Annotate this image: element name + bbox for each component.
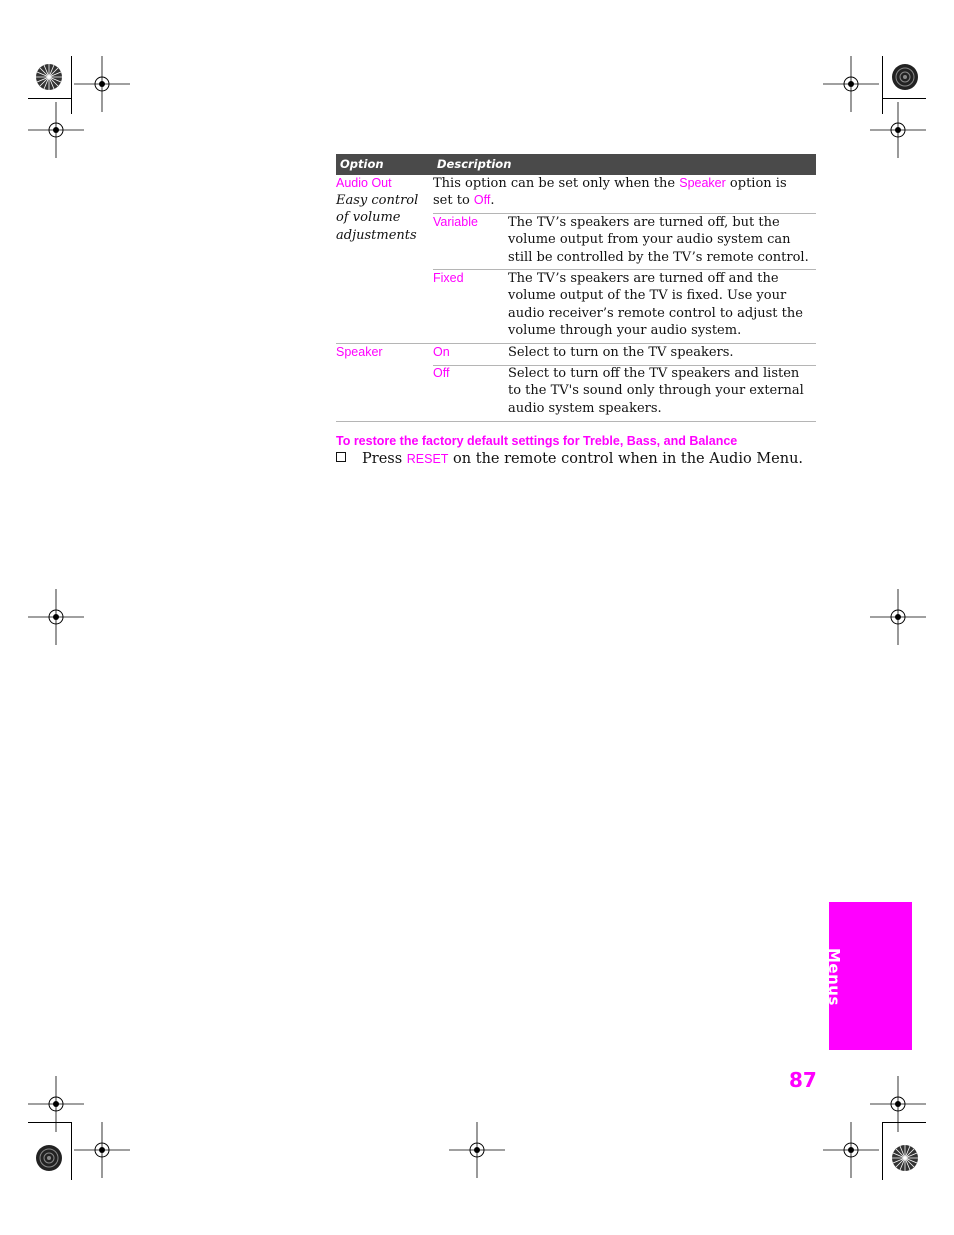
intro-text-3: . xyxy=(490,193,495,209)
reset-key: RESET xyxy=(406,452,449,466)
color-rosette-icon xyxy=(891,63,919,91)
step-text-1: Press xyxy=(362,451,407,467)
setting-desc-on: Select to turn on the TV speakers. xyxy=(508,345,734,360)
color-rosette-icon xyxy=(35,1144,63,1172)
option-audio-out: Audio Out xyxy=(336,176,392,190)
step-text-2: on the remote control when in the Audio Menu. xyxy=(448,451,804,467)
option-audio-out-subtitle: Easy control of volume adjustments xyxy=(336,193,419,243)
section-tab xyxy=(825,902,912,1050)
registration-mark-icon xyxy=(449,1122,505,1178)
procedure-step xyxy=(336,451,803,467)
registration-mark-icon xyxy=(870,589,926,645)
registration-mark-icon xyxy=(28,589,84,645)
setting-label-on: On xyxy=(433,345,450,359)
options-table xyxy=(336,154,816,175)
procedure-heading: To restore the factory default settings for Treble, Bass, and Balance xyxy=(336,434,738,448)
intro-off-value: Off xyxy=(473,193,491,208)
crop-mark xyxy=(28,98,72,99)
setting-desc-off: Select to turn off the TV speakers and listen to the TV's sound only through your external audio system speakers. xyxy=(508,366,804,416)
page-number: 87 xyxy=(789,1068,817,1092)
registration-mark-icon xyxy=(823,1122,879,1178)
setting-label-variable: Variable xyxy=(433,215,478,229)
option-speaker: Speaker xyxy=(336,345,383,359)
setting-label-off: Off xyxy=(433,366,450,380)
crop-mark xyxy=(71,56,72,114)
section-tab-label: Menus xyxy=(825,948,843,1006)
intro-speaker-link: Speaker xyxy=(679,176,726,190)
audio-out-intro xyxy=(433,175,803,210)
crop-mark xyxy=(28,1122,72,1123)
registration-mark-icon xyxy=(870,102,926,158)
intro-text-1: This option can be set only when the xyxy=(433,176,680,191)
crop-mark xyxy=(71,1122,72,1180)
header-description: Description xyxy=(437,157,512,171)
intro-text-2: option is set to xyxy=(433,176,787,209)
table-header xyxy=(336,154,816,175)
color-rosette-icon xyxy=(891,1144,919,1172)
color-rosette-icon xyxy=(35,63,63,91)
setting-desc-variable: The TV’s speakers are turned off, but the volume output from your audio system can still be controlled by the TV’s remote control. xyxy=(508,215,809,265)
registration-mark-icon xyxy=(74,1122,130,1178)
registration-mark-icon xyxy=(28,102,84,158)
setting-desc-fixed: The TV’s speakers are turned off and the volume output of the TV is fixed. Use your audio receiver’s remote control to adjust the volume through your audio system. xyxy=(508,271,803,339)
crop-mark xyxy=(882,1122,883,1180)
checkbox-icon xyxy=(336,452,346,462)
crop-mark xyxy=(882,56,883,114)
crop-mark xyxy=(882,1122,926,1123)
table-bottom-rule xyxy=(336,421,816,422)
setting-label-fixed: Fixed xyxy=(433,271,464,285)
crop-mark xyxy=(882,98,926,99)
header-option: Option xyxy=(340,157,384,171)
